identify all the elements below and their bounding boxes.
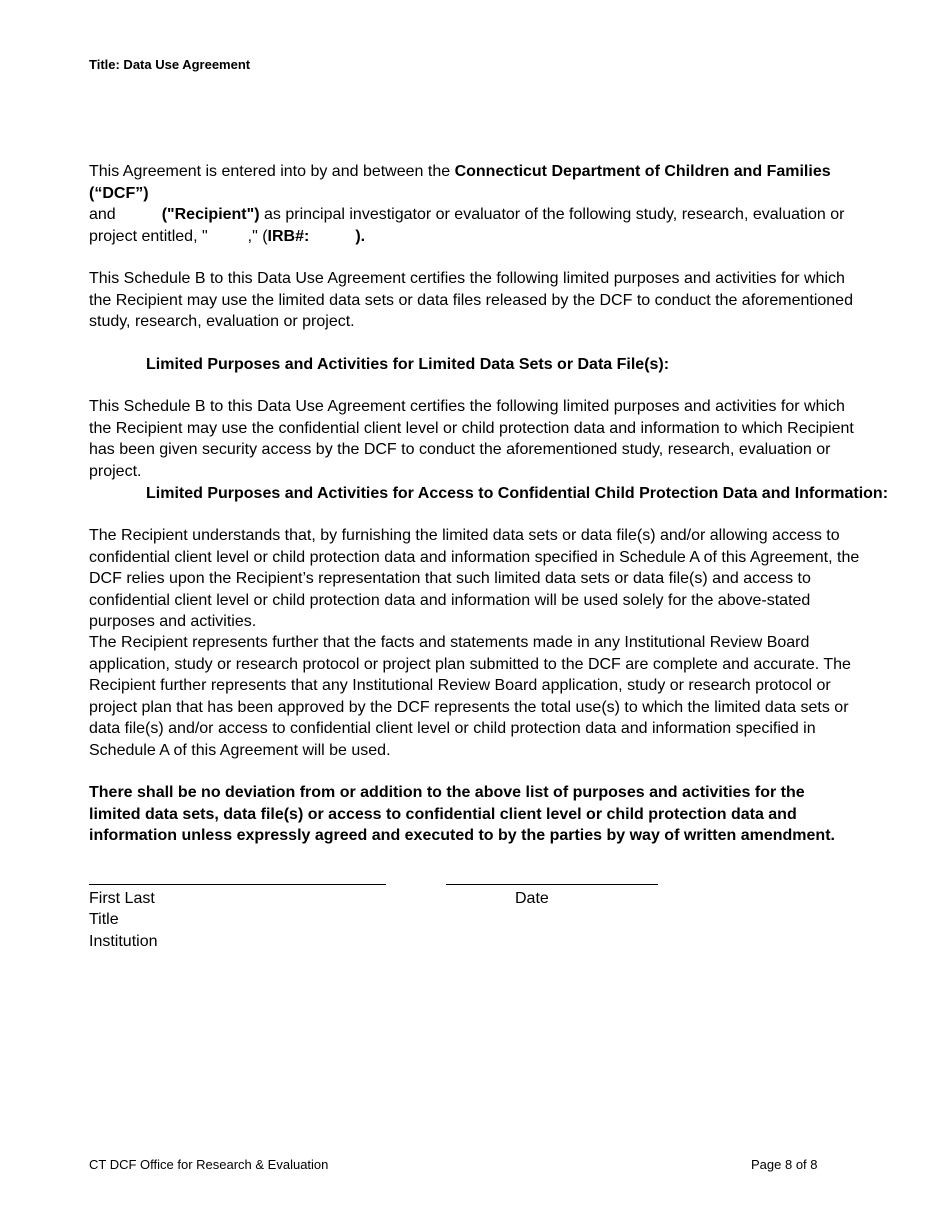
recipient-represents-paragraph: The Recipient represents further that the facts and statements made in any Institutional Review Board application, study or research protocol or project plan submitted to the DCF are complete and accurate. The Recipient further represents that any Institutional Review Board application, study or research protocol or project plan that has been approved by the DCF represents the total use(s) to which the limited data sets or data file(s) and/or access to confidential client level or child protection data and information specified in Schedule A of this Agreement will be used. (89, 634, 851, 759)
footer-page-number: Page 8 of 8 (751, 1157, 818, 1172)
schedule-b-confidential-paragraph: This Schedule B to this Data Use Agreement certifies the following limited purposes and activities for which the Recipient may use the confidential client level or child protection data and information to which Recipient has been given security access by the DCF to conduct the aforementioned study, research, evaluation or project. (89, 398, 854, 480)
intro-paragraph (89, 161, 879, 247)
signer-name: First Last (89, 890, 155, 907)
intro-text-1: This Agreement is entered into by and between the (89, 163, 455, 180)
signature-line (89, 884, 386, 885)
schedule-b-data-sets-paragraph: This Schedule B to this Data Use Agreement certifies the following limited purposes and activities for which the Recipient may use the limited data sets or data files released by the DCF to conduct the aforementioned study, research, evaluation or project. (89, 270, 853, 330)
intro-text-and: and (89, 206, 116, 223)
signer-institution: Institution (89, 933, 158, 950)
intro-irb-label: IRB#: (267, 227, 310, 245)
date-label: Date (515, 890, 549, 907)
no-deviation-paragraph: There shall be no deviation from or addition to the above list of purposes and activities for the limited data sets, data file(s) or access to confidential client level or child protection data and information unless expressly agreed and executed to by the parties by way of written amendment. (89, 784, 835, 844)
intro-dcf-name: Connecticut Department of Children and Families (“DCF”) (89, 163, 831, 202)
document-header-title: Title: Data Use Agreement (89, 57, 251, 72)
signer-title: Title (89, 911, 119, 928)
intro-text-3: ," ( (247, 227, 268, 245)
intro-text-2: as principal investigator or evaluator of the following study, research, evaluation or project entitled, " (89, 206, 845, 245)
intro-irb-close: ). (355, 227, 366, 245)
recipient-understands-paragraph: The Recipient understands that, by furnishing the limited data sets or data file(s) and/or allowing access to confidential client level or child protection data and information specified in Schedule A of this Agreement, the DCF relies upon the Recipient’s representation that such limited data sets or data file(s) and access to confidential client level or child protection data and information will be used solely for the above-stated purposes and activities. (89, 527, 860, 630)
heading-confidential-data: Limited Purposes and Activities for Access to Confidential Child Protection Data and Information: (146, 485, 889, 502)
heading-limited-data-sets: Limited Purposes and Activities for Limited Data Sets or Data File(s): (146, 356, 670, 373)
intro-recipient-label: ("Recipient") (161, 206, 260, 223)
date-line (446, 884, 658, 885)
footer-office: CT DCF Office for Research & Evaluation (89, 1157, 329, 1172)
